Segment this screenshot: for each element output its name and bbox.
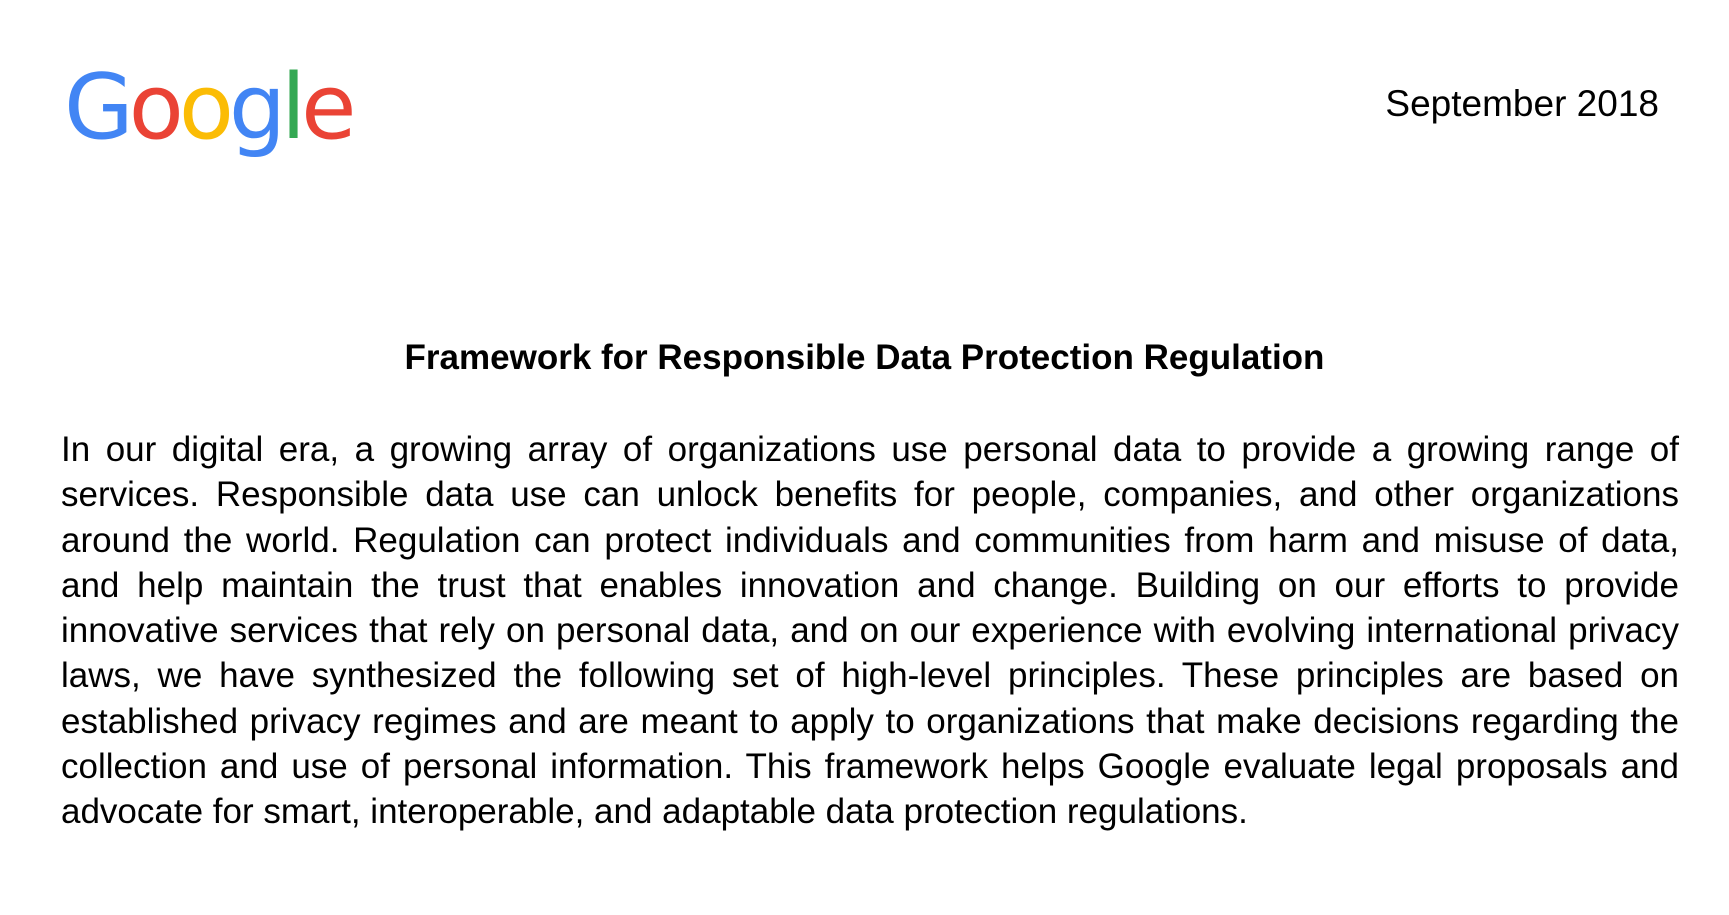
document-title: Framework for Responsible Data Protection Regulation: [404, 338, 1325, 377]
document-date: September 2018: [1385, 83, 1659, 124]
logo-letter-g2: g: [228, 55, 282, 160]
logo-letter-l: l: [281, 55, 302, 160]
logo-letter-o2: o: [178, 55, 229, 160]
logo-letter-g: G: [64, 55, 129, 160]
logo-letter-o1: o: [128, 55, 179, 160]
logo-letter-e: e: [301, 55, 352, 160]
google-logo: [64, 55, 352, 160]
document-paragraph: In our digital era, a growing array of organizations use personal data to provide a growing range of services. Responsible data use can unlock benefits for people, companies, and other organizations around the world. Regulation can protect individuals and communities from harm and misuse of data, and help maintain the trust that enables innovation and change. Building on our efforts to provide innovative services that rely on personal data, and on our experience with evolving international privacy laws, we have synthesized the following set of high-level principles. These principles are based on established privacy regimes and are meant to apply to organizations that make decisions regarding the collection and use of personal information. This framework helps Google evaluate legal proposals and advocate for smart, interoperable, and adaptable data protection regulations.: [61, 430, 1679, 832]
